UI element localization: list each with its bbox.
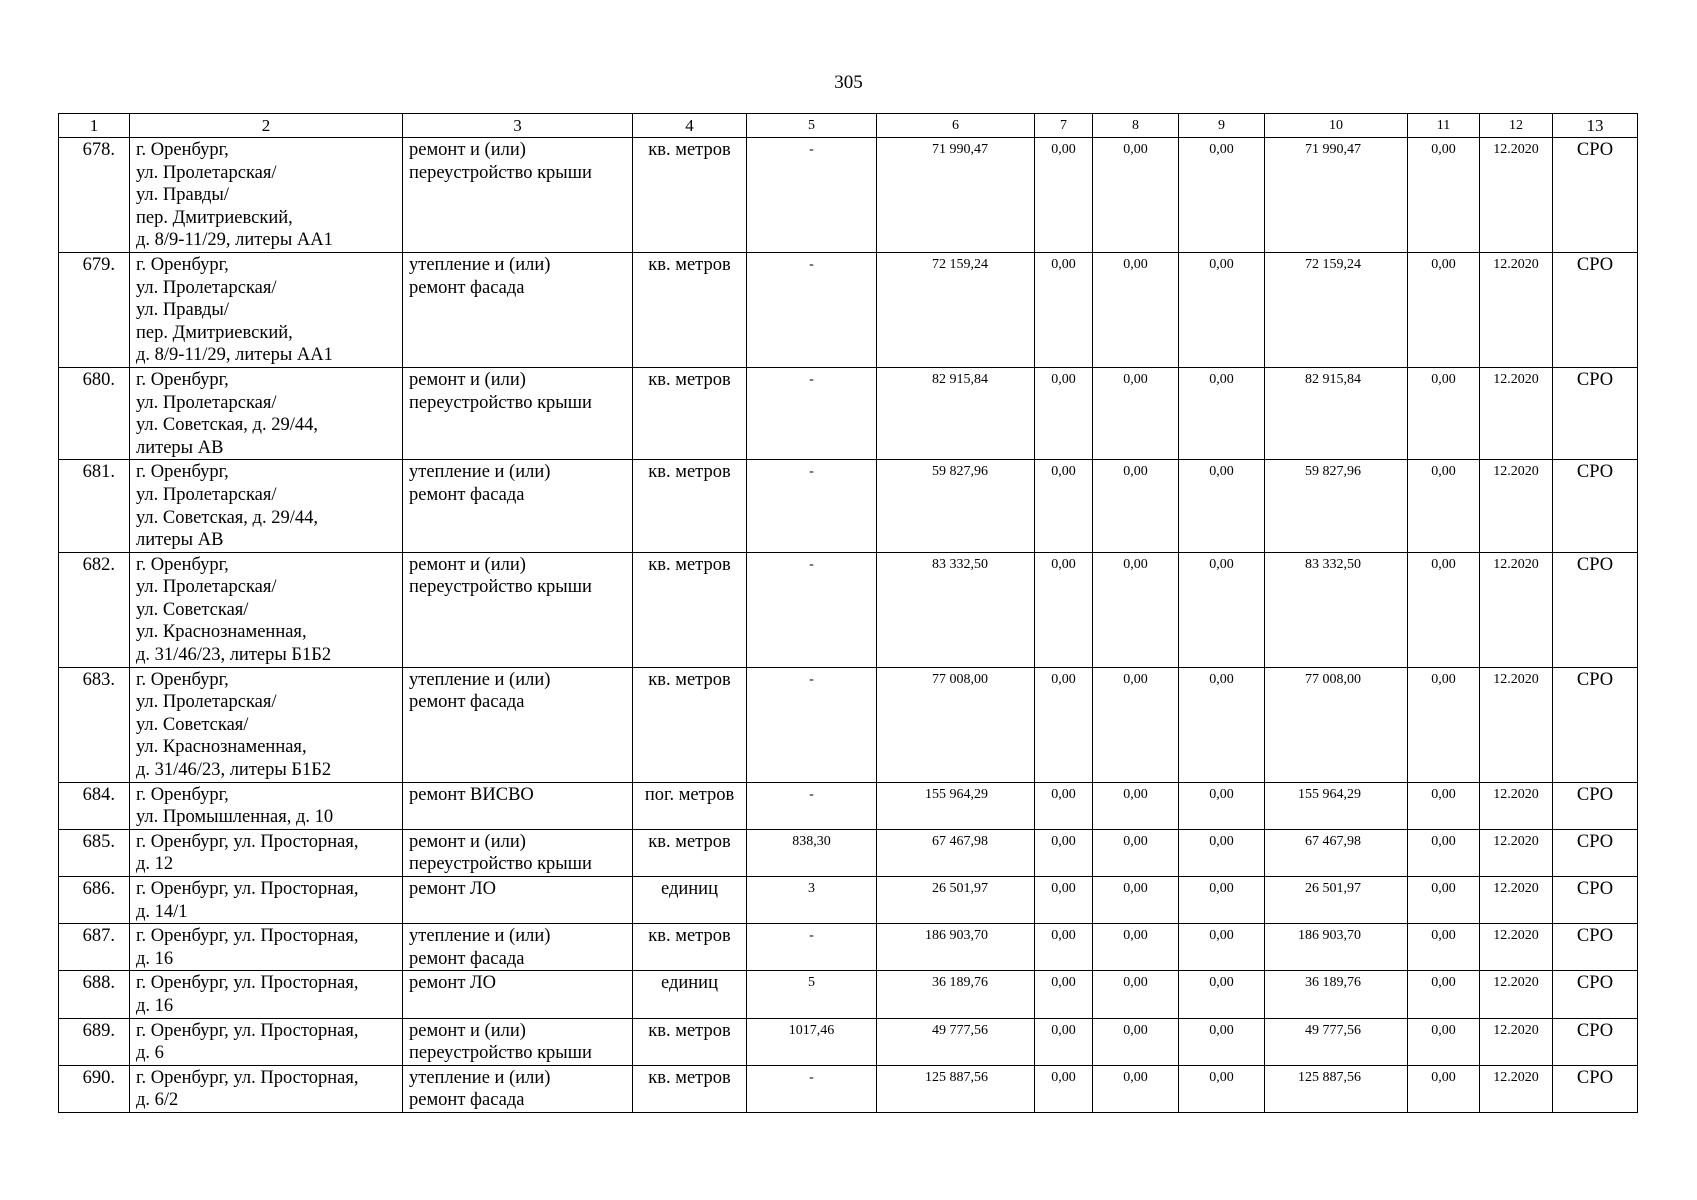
unit-cell: кв. метров [648, 254, 731, 275]
address-cell: г. Оренбург, ул. Пролетарская/ ул. Правды/ пер. Дмитриевский, д. 8/9-11/29, литеры АА1 [136, 140, 333, 251]
page-number: 305 [834, 72, 863, 93]
row-number: 680. [82, 369, 115, 390]
col7-cell: 0,00 [1051, 256, 1076, 272]
total-cost-cell: 71 990,47 [932, 142, 988, 157]
address-cell: г. Оренбург, ул. Пролетарская/ ул. Советская/ ул. Краснознаменная, д. 31/46/23, литеры Б1Б2 [136, 669, 332, 781]
table-header [59, 114, 1638, 138]
col9-cell: 0,00 [1209, 786, 1234, 802]
col7-cell: 0,00 [1051, 1022, 1076, 1038]
col11-cell: 0,00 [1431, 464, 1456, 480]
source-cell: СРО [1576, 254, 1614, 275]
col9-cell: 0,00 [1209, 142, 1234, 157]
col9-cell: 0,00 [1209, 928, 1234, 944]
volume-cell: - [809, 256, 814, 272]
col9-cell: 0,00 [1209, 671, 1234, 687]
col8-cell: 0,00 [1123, 928, 1148, 944]
row-number: 686. [82, 879, 115, 899]
table-row [59, 552, 1638, 667]
deadline-cell: 12.2020 [1493, 142, 1539, 157]
work-type-cell: утепление и (или) ремонт фасада [409, 254, 551, 298]
col7-cell: 0,00 [1051, 881, 1076, 896]
col7-cell: 0,00 [1051, 556, 1076, 572]
unit-cell: единиц [661, 973, 718, 994]
column-header-6: 6 [877, 114, 1035, 138]
source-cell: СРО [1576, 926, 1614, 947]
volume-cell: - [809, 786, 814, 802]
source-cell: СРО [1576, 369, 1614, 390]
unit-cell: кв. метров [648, 1020, 731, 1041]
col11-cell: 0,00 [1431, 928, 1456, 944]
col9-cell: 0,00 [1209, 975, 1234, 991]
col9-cell: 0,00 [1209, 371, 1234, 387]
col10-cell: 125 887,56 [1298, 1069, 1361, 1085]
volume-cell: - [809, 928, 814, 944]
row-number: 690. [82, 1067, 115, 1088]
address-cell: г. Оренбург, ул. Пролетарская/ ул. Правды/ пер. Дмитриевский, д. 8/9-11/29, литеры АА1 [136, 254, 333, 366]
source-cell: СРО [1576, 554, 1614, 575]
col9-cell: 0,00 [1209, 1022, 1234, 1038]
col11-cell: 0,00 [1431, 371, 1456, 387]
col9-cell: 0,00 [1209, 464, 1234, 480]
col7-cell: 0,00 [1051, 142, 1076, 157]
work-type-cell: утепление и (или) ремонт фасада [409, 926, 551, 969]
col8-cell: 0,00 [1123, 786, 1148, 802]
column-header-5: 5 [747, 114, 877, 138]
source-cell: СРО [1576, 1067, 1614, 1088]
table-body [59, 138, 1638, 1113]
source-cell: СРО [1576, 784, 1614, 805]
col8-cell: 0,00 [1123, 671, 1148, 687]
work-type-cell: ремонт ВИСВО [409, 784, 534, 805]
unit-cell: кв. метров [648, 831, 731, 852]
row-number: 681. [82, 462, 115, 483]
table-row [59, 924, 1638, 971]
column-header-8: 8 [1093, 114, 1179, 138]
total-cost-cell: 36 189,76 [932, 975, 988, 991]
col7-cell: 0,00 [1051, 464, 1076, 480]
address-cell: г. Оренбург, ул. Пролетарская/ ул. Советская/ ул. Краснознаменная, д. 31/46/23, литеры Б1Б2 [136, 554, 332, 666]
row-number: 678. [82, 140, 115, 160]
col7-cell: 0,00 [1051, 1069, 1076, 1085]
table-row [59, 1065, 1638, 1112]
work-type-cell: утепление и (или) ремонт фасада [409, 1067, 551, 1111]
volume-cell: - [809, 371, 814, 387]
unit-cell: пог. метров [644, 784, 735, 805]
col10-cell: 82 915,84 [1305, 371, 1361, 387]
col8-cell: 0,00 [1123, 1022, 1148, 1038]
total-cost-cell: 186 903,70 [925, 928, 988, 944]
deadline-cell: 12.2020 [1493, 671, 1539, 687]
source-cell: СРО [1576, 1020, 1614, 1041]
total-cost-cell: 82 915,84 [932, 371, 988, 387]
address-cell: г. Оренбург, ул. Пролетарская/ ул. Советская, д. 29/44, литеры АВ [136, 369, 318, 458]
work-type-cell: ремонт и (или) переустройство крыши [409, 554, 592, 598]
column-header-2: 2 [130, 114, 403, 138]
column-header-3: 3 [403, 114, 633, 138]
capital-repair-table [58, 113, 1638, 1113]
unit-cell: кв. метров [648, 926, 731, 947]
source-cell: СРО [1576, 831, 1614, 852]
col8-cell: 0,00 [1123, 371, 1148, 387]
col7-cell: 0,00 [1051, 928, 1076, 944]
work-type-cell: ремонт ЛО [409, 879, 496, 899]
address-cell: г. Оренбург, ул. Просторная, д. 12 [136, 831, 359, 875]
col11-cell: 0,00 [1431, 881, 1456, 896]
volume-cell: 1017,46 [788, 1022, 835, 1038]
row-number: 682. [82, 554, 115, 575]
address-cell: г. Оренбург, ул. Промышленная, д. 10 [136, 784, 334, 828]
row-number: 685. [82, 831, 115, 852]
volume-cell: - [809, 556, 814, 572]
col8-cell: 0,00 [1123, 556, 1148, 572]
header-row [59, 114, 1638, 138]
col10-cell: 72 159,24 [1305, 256, 1361, 272]
col11-cell: 0,00 [1431, 1069, 1456, 1085]
deadline-cell: 12.2020 [1493, 256, 1539, 272]
table-row [59, 829, 1638, 876]
col10-cell: 155 964,29 [1298, 786, 1361, 802]
unit-cell: кв. метров [648, 669, 731, 690]
col10-cell: 186 903,70 [1298, 928, 1361, 944]
unit-cell: кв. метров [648, 462, 731, 483]
column-header-9: 9 [1179, 114, 1265, 138]
address-cell: г. Оренбург, ул. Просторная, д. 16 [136, 973, 359, 1016]
col10-cell: 77 008,00 [1305, 671, 1361, 687]
total-cost-cell: 59 827,96 [932, 464, 988, 480]
column-header-4: 4 [633, 114, 747, 138]
total-cost-cell: 67 467,98 [932, 833, 988, 849]
total-cost-cell: 77 008,00 [932, 671, 988, 687]
work-type-cell: ремонт и (или) переустройство крыши [409, 369, 592, 413]
col8-cell: 0,00 [1123, 881, 1148, 896]
deadline-cell: 12.2020 [1493, 1069, 1539, 1085]
col10-cell: 71 990,47 [1305, 142, 1361, 157]
work-type-cell: утепление и (или) ремонт фасада [409, 669, 551, 713]
address-cell: г. Оренбург, ул. Пролетарская/ ул. Советская, д. 29/44, литеры АВ [136, 462, 318, 551]
source-cell: СРО [1576, 879, 1614, 899]
row-number: 689. [82, 1020, 115, 1041]
table-row [59, 877, 1638, 924]
col9-cell: 0,00 [1209, 556, 1234, 572]
deadline-cell: 12.2020 [1493, 464, 1539, 480]
total-cost-cell: 49 777,56 [932, 1022, 988, 1038]
unit-cell: кв. метров [648, 369, 731, 390]
source-cell: СРО [1576, 462, 1614, 483]
deadline-cell: 12.2020 [1493, 1022, 1539, 1038]
column-header-13: 13 [1553, 114, 1638, 138]
col8-cell: 0,00 [1123, 464, 1148, 480]
source-cell: СРО [1576, 973, 1614, 994]
deadline-cell: 12.2020 [1493, 833, 1539, 849]
col8-cell: 0,00 [1123, 833, 1148, 849]
address-cell: г. Оренбург, ул. Просторная, д. 6 [136, 1020, 359, 1064]
unit-cell: кв. метров [648, 140, 731, 160]
column-header-10: 10 [1265, 114, 1408, 138]
col7-cell: 0,00 [1051, 833, 1076, 849]
work-type-cell: ремонт и (или) переустройство крыши [409, 140, 592, 183]
col11-cell: 0,00 [1431, 142, 1456, 157]
column-header-12: 12 [1480, 114, 1553, 138]
col10-cell: 26 501,97 [1305, 881, 1361, 896]
unit-cell: кв. метров [648, 554, 731, 575]
column-header-7: 7 [1035, 114, 1093, 138]
source-cell: СРО [1576, 669, 1614, 690]
col9-cell: 0,00 [1209, 833, 1234, 849]
table-row [59, 667, 1638, 782]
col11-cell: 0,00 [1431, 786, 1456, 802]
source-cell: СРО [1576, 140, 1614, 160]
table-row [59, 252, 1638, 367]
col11-cell: 0,00 [1431, 256, 1456, 272]
col10-cell: 83 332,50 [1305, 556, 1361, 572]
col8-cell: 0,00 [1123, 142, 1148, 157]
total-cost-cell: 155 964,29 [925, 786, 988, 802]
col7-cell: 0,00 [1051, 671, 1076, 687]
row-number: 679. [82, 254, 115, 275]
deadline-cell: 12.2020 [1493, 928, 1539, 944]
volume-cell: 5 [808, 975, 815, 991]
total-cost-cell: 72 159,24 [932, 256, 988, 272]
row-number: 687. [82, 926, 115, 947]
row-number: 688. [82, 973, 115, 994]
volume-cell: - [809, 142, 814, 157]
work-type-cell: ремонт и (или) переустройство крыши [409, 831, 592, 875]
unit-cell: кв. метров [648, 1067, 731, 1088]
col11-cell: 0,00 [1431, 556, 1456, 572]
col11-cell: 0,00 [1431, 671, 1456, 687]
row-number: 683. [82, 669, 115, 690]
unit-cell: единиц [661, 879, 718, 899]
col11-cell: 0,00 [1431, 975, 1456, 991]
col9-cell: 0,00 [1209, 881, 1234, 896]
col9-cell: 0,00 [1209, 256, 1234, 272]
volume-cell: 838,30 [792, 833, 831, 849]
col7-cell: 0,00 [1051, 371, 1076, 387]
work-type-cell: ремонт ЛО [409, 973, 496, 994]
address-cell: г. Оренбург, ул. Просторная, д. 6/2 [136, 1067, 359, 1111]
deadline-cell: 12.2020 [1493, 975, 1539, 991]
table-row [59, 782, 1638, 829]
col8-cell: 0,00 [1123, 1069, 1148, 1085]
table-row [59, 971, 1638, 1018]
column-header-1: 1 [59, 114, 130, 138]
column-header-11: 11 [1408, 114, 1480, 138]
deadline-cell: 12.2020 [1493, 556, 1539, 572]
col9-cell: 0,00 [1209, 1069, 1234, 1085]
table-row [59, 138, 1638, 253]
col7-cell: 0,00 [1051, 786, 1076, 802]
deadline-cell: 12.2020 [1493, 881, 1539, 896]
volume-cell: - [809, 464, 814, 480]
total-cost-cell: 26 501,97 [932, 881, 988, 896]
total-cost-cell: 83 332,50 [932, 556, 988, 572]
col10-cell: 59 827,96 [1305, 464, 1361, 480]
total-cost-cell: 125 887,56 [925, 1069, 988, 1085]
col8-cell: 0,00 [1123, 256, 1148, 272]
volume-cell: - [809, 1069, 814, 1085]
col11-cell: 0,00 [1431, 833, 1456, 849]
address-cell: г. Оренбург, ул. Просторная, д. 16 [136, 926, 359, 969]
col11-cell: 0,00 [1431, 1022, 1456, 1038]
col10-cell: 49 777,56 [1305, 1022, 1361, 1038]
col8-cell: 0,00 [1123, 975, 1148, 991]
work-type-cell: ремонт и (или) переустройство крыши [409, 1020, 592, 1064]
row-number: 684. [82, 784, 115, 805]
table-row [59, 367, 1638, 459]
col7-cell: 0,00 [1051, 975, 1076, 991]
col10-cell: 67 467,98 [1305, 833, 1361, 849]
work-type-cell: утепление и (или) ремонт фасада [409, 462, 551, 505]
col10-cell: 36 189,76 [1305, 975, 1361, 991]
address-cell: г. Оренбург, ул. Просторная, д. 14/1 [136, 879, 359, 922]
table-row [59, 460, 1638, 552]
deadline-cell: 12.2020 [1493, 371, 1539, 387]
volume-cell: 3 [808, 881, 815, 896]
volume-cell: - [809, 671, 814, 687]
table-row [59, 1018, 1638, 1065]
deadline-cell: 12.2020 [1493, 786, 1539, 802]
